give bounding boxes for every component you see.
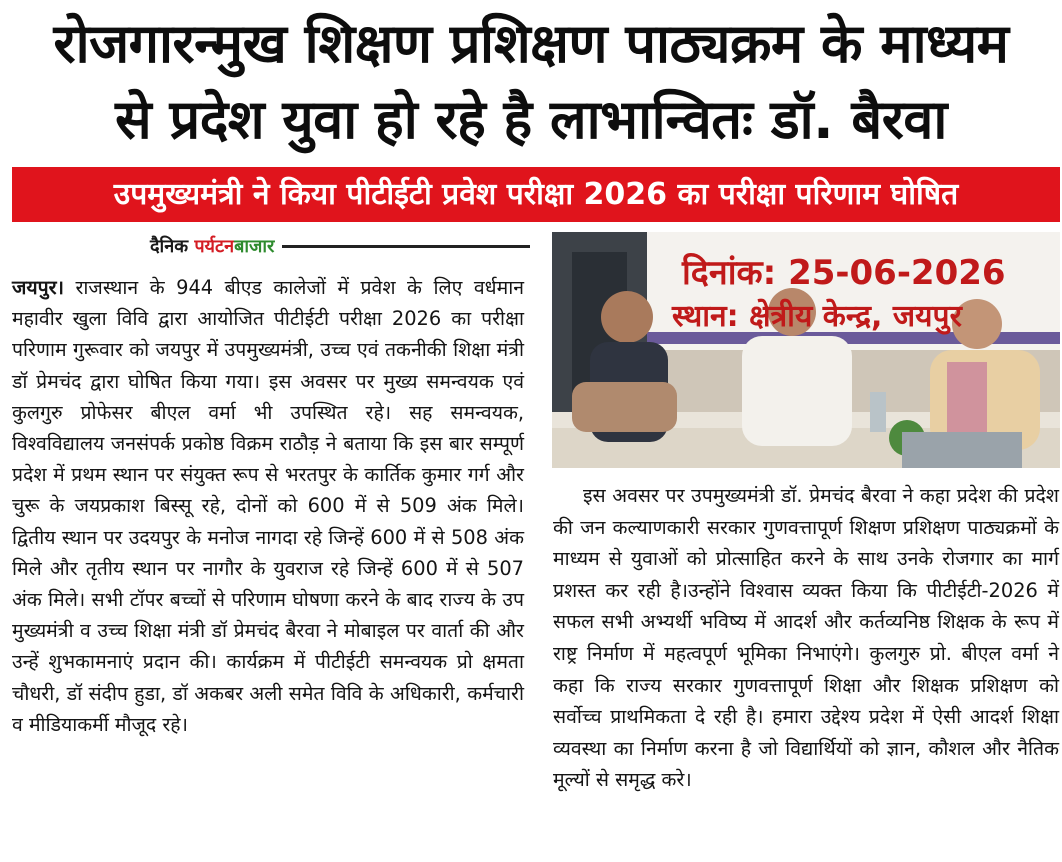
article-right-column: इस अवसर पर उपमुख्यमंत्री डॉ. प्रेमचंद बैरवा ने कहा प्रदेश की प्रदेश की जन कल्याणकारी सरकार गुणवत्तापूर्ण शिक्षण प्रशिक्षण पाठ्यक्रमों के माध्यम से युवाओं को प्रोत्साहित करने के साथ उनके रोजगार का मार्ग प्रशस्त कर रही है।उन्होंने विश्वास व्यक्त किया कि पीटीईटी-2026 में सफल सभी अभ्यर्थी भविष्य में आदर्श और कर्तव्यनिष्ठ शिक्षक के रूप में राष्ट्र निर्माण में महत्वपूर्ण भूमिका निभाएंगे। कुलगुरु प्रो. बीएल वर्मा ने कहा कि राज्य सरकार गुणवत्तापूर्ण शिक्षा और शिक्षक प्रशिक्षण को सर्वोच्च प्राथमिकता दे रही है। हमारा उद्देश्य प्रदेश में ऐसी आदर्श शिक्षा व्यवस्था का निर्माण करना है जो विद्यार्थियों को ज्ञान, कौशल और नैतिक मूल्यों से समृद्ध करे। xyxy=(553,484,1059,792)
article-left-column xyxy=(12,272,524,740)
headline xyxy=(0,6,1062,158)
event-place-banner: स्थान: क्षेत्रीय केन्द्र, जयपुर xyxy=(672,299,962,334)
headline-line-1: रोजगारन्मुख शिक्षण प्रशिक्षण पाठ्यक्रम के माध्यम xyxy=(53,12,1009,75)
newspaper-masthead xyxy=(150,232,530,260)
masthead-word-2: पर्यटन xyxy=(194,236,235,257)
subheadline-banner: उपमुख्यमंत्री ने किया पीटीईटी प्रवेश परीक्षा 2026 का परीक्षा परिणाम घोषित xyxy=(12,167,1060,222)
dateline: जयपुर। xyxy=(12,276,64,299)
masthead-word-3: बाजार xyxy=(234,236,275,257)
masthead-rule xyxy=(282,245,530,248)
news-photo xyxy=(552,232,1060,468)
article-left-body: राजस्थान के 944 बीएड कालेजों में प्रवेश के लिए वर्धमान महावीर खुला विवि द्वारा आयोजित पीटीईटी परीक्षा 2026 का परीक्षा परिणाम गुरूवार को जयपुर में उपमुख्यमंत्री, उच्च एवं तकनीकी शिक्षा मंत्री डॉ प्रेमचंद द्वारा घोषित किया गया। इस अवसर पर मुख्य समन्वयक एवं कुलगुरु प्रोफेसर बीएल वर्मा भी उपस्थित रहे। सह समन्वयक, विश्वविद्यालय जनसंपर्क प्रकोष्ठ विक्रम राठौड़ ने बताया कि इस बार सम्पूर्ण प्रदेश में प्रथम स्थान पर संयुक्त रूप से भरतपुर के कार्तिक कुमार गर्ग और चुरू के जयप्रकाश बिस्सू रहे, दोनों को 600 में से 509 अंक मिले। द्वितीय स्थान पर उदयपुर के मनोज नागदा रहे जिन्हें 600 में से 508 अंक मिले और तृतीय स्थान पर नागौर के युवराज रहे जिन्हें 600 में से 507 अंक मिले। सभी टॉपर बच्चों से परिणाम घोषणा करने के बाद राज्य के उप मुख्यमंत्री व उच्च शिक्षा मंत्री डॉ प्रेमचंद बैरवा ने मोबाइल पर वार्ता की और उन्हें शुभकामनाएं प्रदान की। कार्यक्रम में पीटीईटी समन्वयक प्रो क्षमता चौधरी, डॉ संदीप हुडा, डॉ अकबर अली समेत विवि के अधिकारी, कर्मचारी व मीडियाकर्मी मौजूद रहे। xyxy=(12,276,524,736)
event-date-banner: दिनांक: 25-06-2026 xyxy=(682,253,1006,293)
masthead-word-1: दैनिक xyxy=(150,236,189,257)
masthead-logo xyxy=(150,234,274,258)
headline-line-2: से प्रदेश युवा हो रहे है लाभान्वितः डॉ. बैरवा xyxy=(115,88,947,151)
